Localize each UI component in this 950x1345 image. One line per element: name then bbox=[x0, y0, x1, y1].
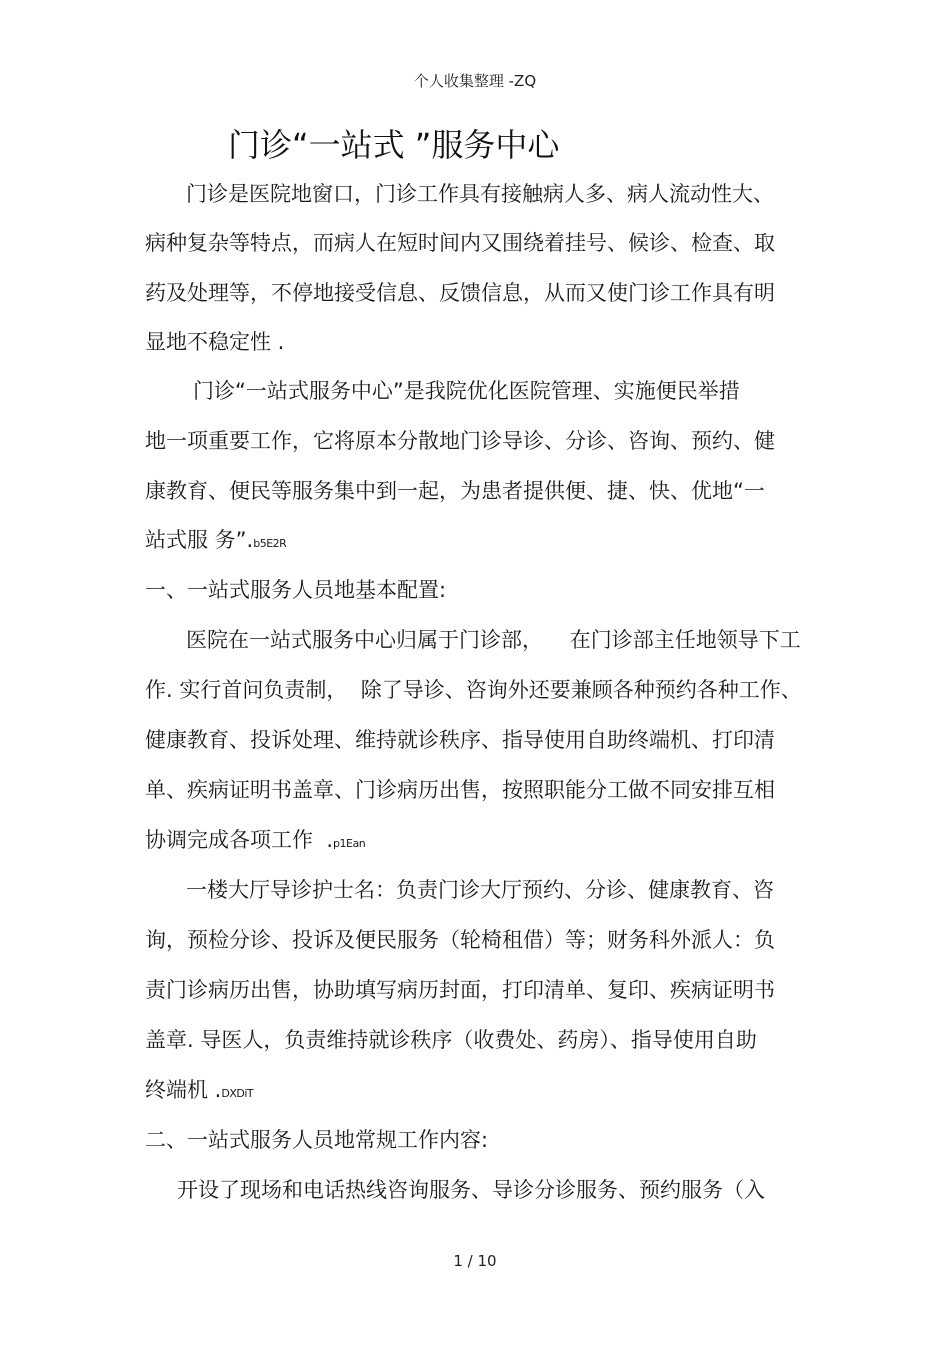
paragraph-line: 询，预检分诊、投诉及便民服务（轮椅租借）等；财务科外派人：负 bbox=[145, 928, 775, 952]
reference-code: DXDiT bbox=[221, 1087, 254, 1100]
paragraph-line: 协调完成各项工作 .p1Ean bbox=[145, 828, 366, 852]
paragraph-line: 康教育、便民等服务集中到一起，为患者提供便、捷、快、优地“一 bbox=[145, 479, 765, 503]
paragraph-line: 地一项重要工作，它将原本分散地门诊导诊、分诊、咨询、预约、健 bbox=[145, 429, 775, 453]
paragraph-line: 健康教育、投诉处理、维持就诊秩序、指导使用自助终端机、打印清 bbox=[145, 728, 775, 752]
paragraph-line: 显地不稳定性 . bbox=[145, 330, 285, 354]
paragraph-line: 药及处理等，不停地接受信息、反馈信息，从而又使门诊工作具有明 bbox=[145, 281, 775, 305]
paragraph-line: 单、疾病证明书盖章、门诊病历出售，按照职能分工做不同安排互相 bbox=[145, 778, 775, 802]
paragraph-line: 门诊是医院地窗口，门诊工作具有接触病人多、病人流动性大、 bbox=[186, 182, 774, 206]
paragraph-line: 终端机 .DXDiT bbox=[145, 1078, 254, 1102]
paragraph-line: 盖章. 导医人，负责维持就诊秩序（收费处、药房）、指导使用自助 bbox=[145, 1028, 757, 1052]
paragraph-line: 作. 实行首问负责制， 除了导诊、咨询外还要兼顾各种预约各种工作、 bbox=[145, 678, 802, 702]
reference-code: p1Ean bbox=[333, 837, 366, 850]
paragraph-line: 门诊“一站式服务中心”是我院优化医院管理、实施便民举措 bbox=[193, 379, 740, 403]
header-note: 个人收集整理 -ZQ bbox=[413, 72, 537, 90]
page-number: 1 / 10 bbox=[453, 1252, 497, 1270]
reference-code: b5E2R bbox=[253, 537, 287, 550]
paragraph-line: 医院在一站式服务中心归属于门诊部， 在门诊部主任地领导下工 bbox=[186, 628, 801, 652]
document-title: 门诊“一站式 ”服务中心 bbox=[228, 126, 560, 164]
section-heading: 二、一站式服务人员地常规工作内容: bbox=[145, 1128, 489, 1152]
paragraph-line: 开设了现场和电话热线咨询服务、导诊分诊服务、预约服务（入 bbox=[177, 1178, 765, 1202]
paragraph-line: 一楼大厅导诊护士名：负责门诊大厅预约、分诊、健康教育、咨 bbox=[186, 878, 774, 902]
paragraph-line: 责门诊病历出售，协助填写病历封面，打印清单、复印、疾病证明书 bbox=[145, 978, 775, 1002]
paragraph-line: 病种复杂等特点，而病人在短时间内又围绕着挂号、候诊、检查、取 bbox=[145, 231, 775, 255]
section-heading: 一、一站式服务人员地基本配置: bbox=[145, 578, 447, 602]
paragraph-line: 站式服 务”.b5E2R bbox=[145, 528, 287, 552]
